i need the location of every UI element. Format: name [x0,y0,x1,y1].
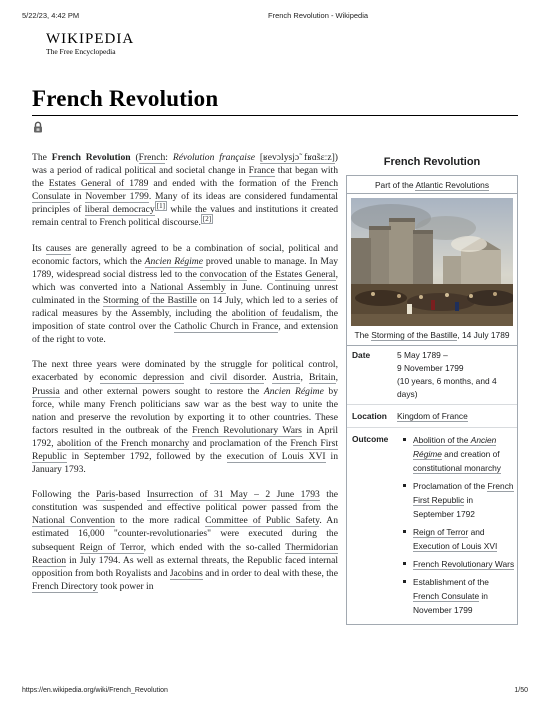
link-outcome-french-consulate[interactable]: French Consulate [413,591,480,601]
infobox-location-value [397,410,515,423]
infobox-part-of: Part of the Atlantic Revolutions [347,176,517,194]
link-outcome-reign-of-terror[interactable]: Reign of Terror [413,527,469,537]
list-item [397,557,515,571]
infobox-date-label: Date [352,350,371,360]
link-liberal-democracy[interactable]: liberal democracy [84,204,155,216]
paragraph-4: Following the Paris-based Insurrection of 31 May – 2 June 1793 the constitution was suspended and effective political power passed from the National Convention to the more radical Committee of Public Safety. An estimated 16,000 "counter-revolutionaries" were executed during the subsequent Reign of Terror, which ended with the so-called Thermidorian Reaction in July 1794. As well as external threats, the Republic faced internal opposition from both Royalists and Jacobins and in order to deal with these, the French Directory took power in [32,489,339,592]
link-outcome-first-republic[interactable]: French First Republic [413,481,514,505]
link-abolition-of-monarchy[interactable]: abolition of the French monarchy [56,437,190,449]
paragraph-2: Its causes are generally agreed to be a combination of social, political and economic factors, which the Ancien Régime proved unable to manage. In May 1789, widespread social distress led to the convocation of the Estates General, which was converted into a National Assembly in June. Continuing unrest culminated in the Storming of the Bastille on 14 July, which led to a series of radical measures by the Assembly, including the abolition of feudalism, the imposition of state control over the Catholic Church in France, and extension of the right to vote. [32,242,339,346]
logo-tagline: The Free Encyclopedia [46,47,116,56]
link-execution-of-louis-xvi[interactable]: execution of Louis XVI [226,450,326,462]
paragraph-3: The next three years were dominated by the struggle for political control, exacerbated by economic depression and civil disorder. Austria, Britain, Prussia and other external powers sought to restore the Ancien Régime by force, while many French politicians saw war as the best way to unite the nation and preserve the revolution by exporting it to other countries. These factors resulted in the outbreak of the French Revolutionary Wars in April 1792, abolition of the French monarchy and proclamation of the French First Republic in September 1792, followed by the execution of Louis XVI in January 1793. [32,359,339,476]
print-footer [22,687,528,699]
link-french-revolutionary-wars[interactable]: French Revolutionary Wars [192,424,302,436]
link-french[interactable]: French [138,152,166,163]
infobox [346,156,518,625]
link-estates-general[interactable]: Estates General [275,268,336,280]
link-reign-of-terror[interactable]: Reign of Terror [79,541,144,553]
link-storming-of-bastille[interactable]: Storming of the Bastille [102,294,197,306]
link-abolition-ancien-regime[interactable]: Abolition of the Ancien Régime [413,435,497,459]
infobox-image-bastille[interactable] [351,198,513,326]
article-subject: French Revolution [51,152,131,163]
link-economic-depression[interactable]: economic depression [99,372,185,384]
bastille-painting [351,198,513,326]
link-national-assembly[interactable]: National Assembly [150,281,226,293]
infobox-outcome-label: Outcome [352,434,389,444]
infobox-frame [346,175,518,625]
logo-wordmark: WIKIPEDIA [46,31,135,47]
link-national-convention[interactable]: National Convention [32,515,115,527]
list-item: Reign of Terror and Execution of Louis XVI [397,525,515,553]
link-ancien-regime[interactable]: Ancien Régime [144,255,203,267]
infobox-title: French Revolution [383,156,481,168]
ipa-pronunciation[interactable]: [ʁevɔlysjɔ̃ fʁɑ̃sɛːz] [259,152,335,163]
native-name: Révolution française [172,152,255,163]
infobox-caption: The Storming of the Bastille, 14 July 1789 [347,326,517,346]
link-estates-general-1789[interactable]: Estates General of 1789 [48,178,149,190]
reference-1[interactable]: [1] [156,202,165,211]
lock-icon[interactable] [32,120,44,132]
link-november-1799[interactable]: November 1799 [85,191,149,203]
link-abolition-of-feudalism[interactable]: abolition of feudalism [231,308,320,320]
print-url: https://en.wikipedia.org/wiki/French_Revolution [22,687,168,694]
link-prussia[interactable]: Prussia [32,385,60,397]
link-outcome-revolutionary-wars[interactable]: French Revolutionary Wars [413,559,515,569]
link-kingdom-of-france[interactable]: Kingdom of France [397,411,468,421]
infobox-row-location [347,405,517,428]
link-committee-of-public-safety[interactable]: Committee of Public Safety [205,515,320,527]
list-item: Abolition of the Ancien Régime and creation of constitutional monarchy [397,433,515,475]
link-atlantic-revolutions[interactable]: Atlantic Revolutions [415,180,490,190]
infobox-location-label: Location [352,411,387,421]
print-page-count: 1/50 [514,687,528,694]
print-page-title: French Revolution - Wikipedia [268,11,369,20]
page-title: French Revolution [32,86,219,111]
infobox-row-outcome [347,428,517,624]
list-item: Proclamation of the French First Republic in September 1792 [397,479,515,521]
link-caption-storming-of-bastille[interactable]: Storming of the Bastille [371,330,458,340]
link-paris[interactable]: Paris [96,489,116,501]
outcome-list [397,433,515,617]
link-insurrection-31-may[interactable]: Insurrection of 31 May – 2 June 1793 [146,489,320,501]
link-french-first-republic[interactable]: French First Republic [32,437,339,462]
link-outcome-execution-louis-xvi[interactable]: Execution of Louis XVI [413,541,498,551]
link-britain[interactable]: Britain [308,372,336,384]
link-jacobins[interactable]: Jacobins [169,567,203,579]
infobox-outcome-value [397,433,515,621]
paragraph-1: The French Revolution (French: Révolution française [ʁevɔlysjɔ̃ fʁɑ̃sɛːz]) was a period of radical political and societal change in France that began with the Estates General of 1789 and ended with the formation of the French Consulate in November 1799. Many of its ideas are considered fundamental principles of liberal democracy [1] while the values and institutions it created remain central to French political discourse. [2] [32,152,339,229]
article-body [32,151,338,605]
infobox-row-date [347,346,517,405]
title-divider [32,115,518,116]
link-france[interactable]: France [248,165,275,177]
link-constitutional-monarchy[interactable]: constitutional monarchy [413,463,501,473]
print-datetime: 5/22/23, 4:42 PM [22,11,80,20]
link-catholic-church-in-france[interactable]: Catholic Church in France [174,321,279,333]
wikipedia-logo[interactable] [46,32,134,57]
link-convocation[interactable]: convocation [199,268,247,280]
infobox-date-value: 5 May 1789 – 9 November 1799 (10 years, 6 months, and 4 days) [397,350,497,399]
list-item: Establishment of the French Consulate in November 1799 [397,575,515,617]
reference-2[interactable]: [2] [202,215,212,224]
link-french-consulate[interactable]: French Consulate [32,178,338,203]
link-austria[interactable]: Austria [272,372,301,384]
print-header [22,11,528,23]
link-civil-disorder[interactable]: civil disorder [210,372,265,384]
link-french-directory[interactable]: French Directory [32,580,98,592]
link-causes[interactable]: causes [45,242,71,254]
link-thermidorian-reaction[interactable]: Thermidorian Reaction [32,541,338,566]
